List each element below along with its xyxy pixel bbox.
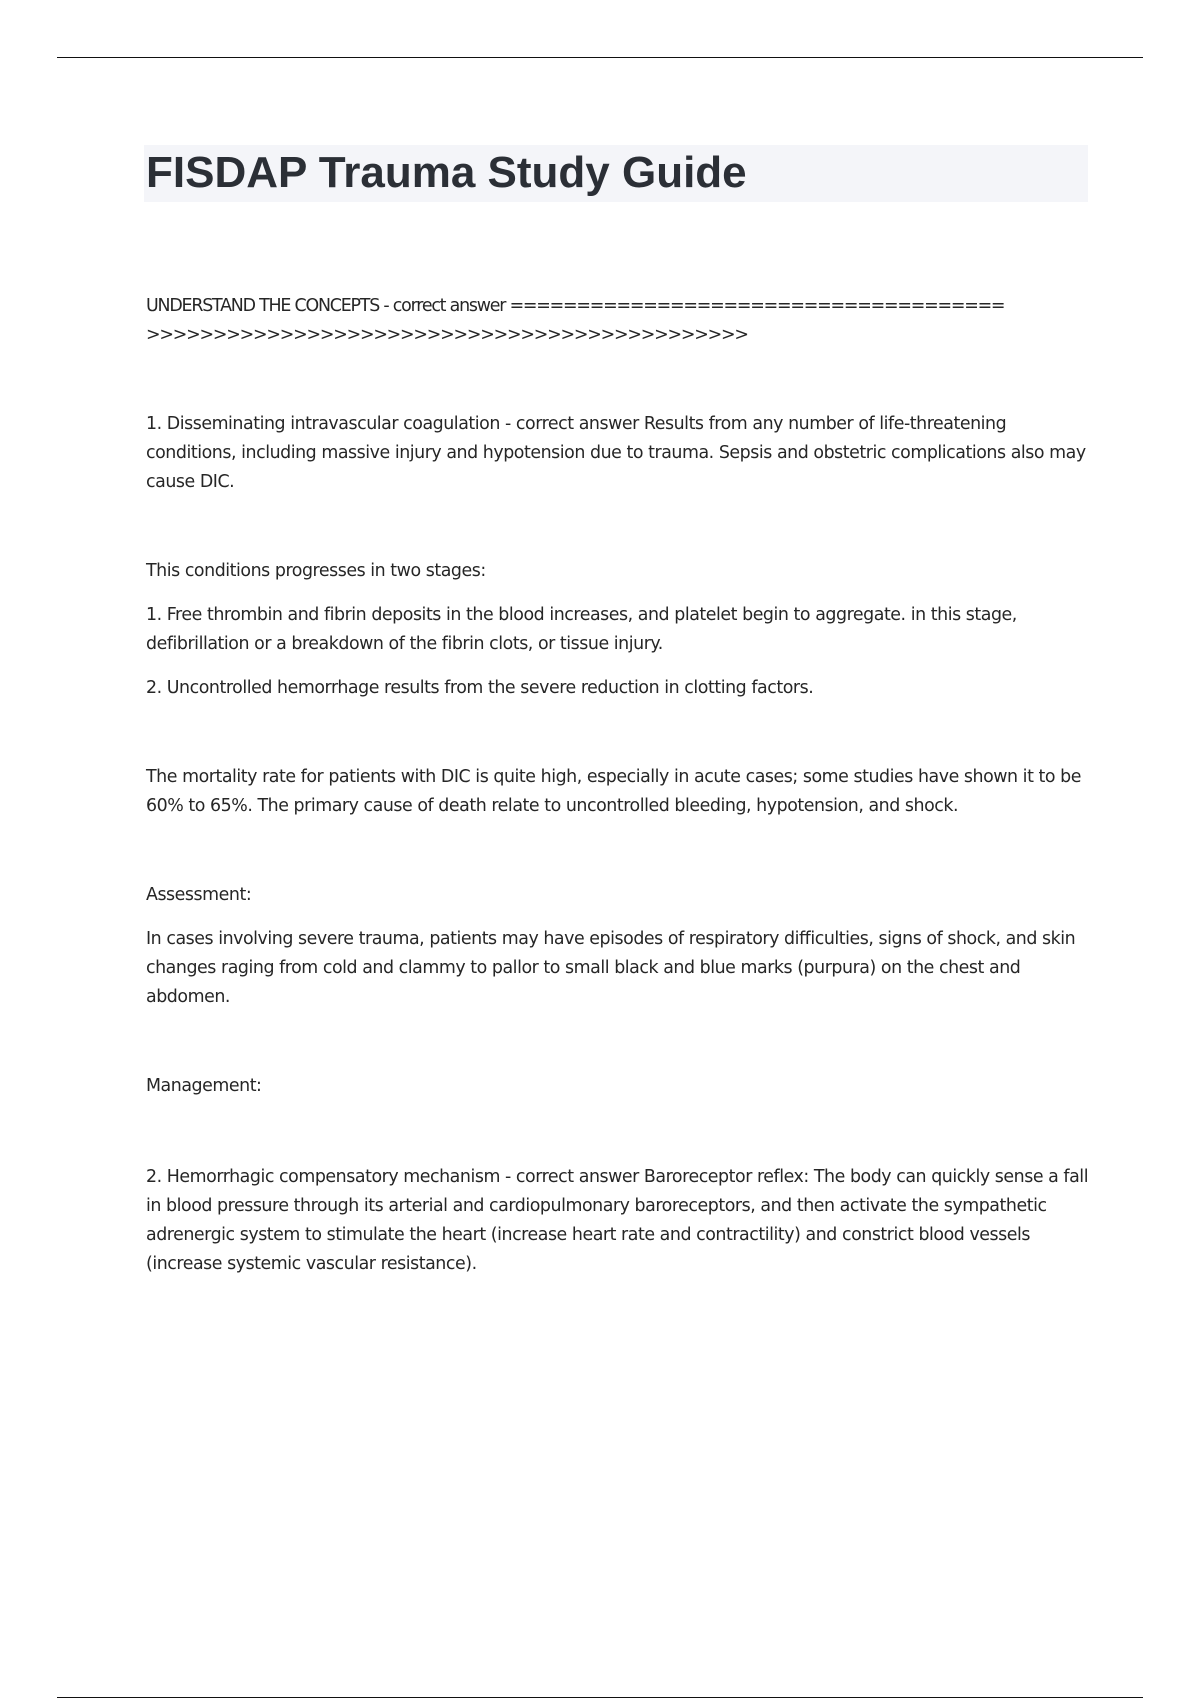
document-body	[146, 292, 1092, 1279]
assessment-heading: Assessment:	[146, 885, 252, 905]
intro-line	[146, 292, 1092, 321]
item-2-hemorrhagic: 2. Hemorrhagic compensatory mechanism - correct answer Baroreceptor reflex: The body can quickly sense a fall in blood pressure through its arterial and cardiopulmonary baroreceptors, and then activate the sympathetic adrenergic system to stimulate the heart (increase heart rate and contractility) and constrict blood vessels (increase systemic vascular resistance).	[146, 1167, 1089, 1274]
assessment-text: In cases involving severe trauma, patients may have episodes of respiratory difficulties, signs of shock, and skin changes raging from cold and clammy to pallor to small black and blue marks (purpura) on the chest and abdomen.	[146, 929, 1076, 1007]
management-heading: Management:	[146, 1076, 262, 1096]
item-1-dic: 1. Disseminating intravascular coagulation - correct answer Results from any number of life-threatening conditions, including massive injury and hypotension due to trauma. Sepsis and obstetric complications also may cause DIC.	[146, 414, 1086, 492]
mortality-paragraph: The mortality rate for patients with DIC is quite high, especially in acute cases; some studies have shown it to be 60% to 65%. The primary cause of death relate to uncontrolled bleeding, hypotension, and shock.	[146, 767, 1081, 816]
bottom-rule	[57, 1697, 1143, 1698]
top-rule	[57, 57, 1143, 58]
stage-2: 2. Uncontrolled hemorrhage results from the severe reduction in clotting factors.	[146, 678, 814, 698]
document-title: FISDAP Trauma Study Guide	[146, 148, 747, 197]
intro-line-2-text: >>>>>>>>>>>>>>>>>>>>>>>>>>>>>>>>>>>>>>>>>>>>>	[146, 325, 748, 345]
intro-line-2	[146, 321, 1092, 350]
stage-1: 1. Free thrombin and fibrin deposits in the blood increases, and platelet begin to aggregate. in this stage, defibrillation or a breakdown of the fibrin clots, or tissue injury.	[146, 605, 1017, 654]
intro-line-text: UNDERSTAND THE CONCEPTS - correct answer =====================================	[146, 296, 1005, 316]
stages-intro: This conditions progresses in two stages:	[146, 561, 486, 581]
